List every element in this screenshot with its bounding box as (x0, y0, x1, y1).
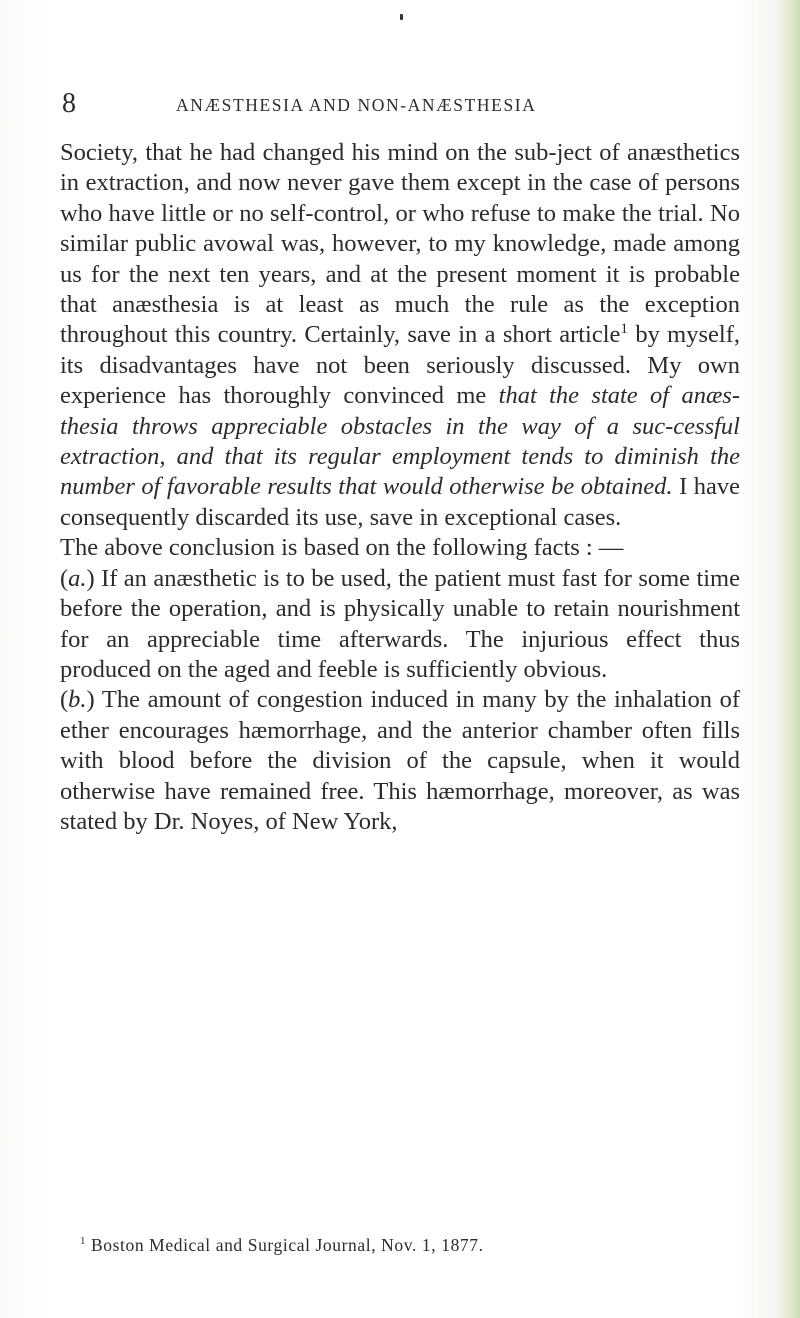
paragraph-2 (60, 533, 740, 563)
paragraph-1 (60, 138, 740, 533)
paragraph-2-text: The above conclusion is based on the following facts : — (60, 534, 624, 562)
paragraph-1-italic: that the state of anæs-thesia throws appreciable obstacles in the way of a suc-cessful extraction, and that its regular employment tends to diminish the number of favorable results that would otherwise be obtained. (60, 382, 740, 501)
item-a-text: If an anæsthetic is to be used, the patient must fast for some time before the operation, and is physically unable to retain nourishment for an appreciable time afterwards. The injurious effect thus produced on the aged and feeble is sufficiently obvious. (60, 564, 740, 683)
paragraph-1-text-a: Society, that he had changed his mind on the sub-ject of anæsthetics in extraction, and now never gave them except in the case of persons who have little or no self-control, or who refuse to make the trial. No similar public avowal was, however, to my knowledge, made among us for the next ten years, and at the present moment it is probable that anæsthesia is at least as much the rule as the exception throughout this country. Certainly, save in a short article (60, 139, 740, 349)
paragraph-b: (b.) The amount of congestion induced in many by the inhalation of ether encourages hæmorrhage, and the anterior chamber often fills with blood before the division of the capsule, when it would otherwise have remained free. This hæmorrhage, moreover, as was stated by Dr. Noyes, of New York, (60, 686, 740, 835)
print-speck (400, 14, 403, 20)
page-number: 8 (62, 88, 77, 119)
paragraph-1-text-c: I have consequently discarded its use, save in exceptional cases. (60, 473, 740, 531)
item-a-label: a. (68, 564, 87, 592)
paragraph-1-text-b: by myself, its disadvantages have not been seriously discussed. My own experience has thoroughly convinced me (60, 321, 740, 410)
paragraph-a: (a.) If an anæsthetic is to be used, the patient must fast for some time before the operation, and is physically unable to retain nourishment for an appreciable time afterwards. The injurious effect thus produced on the aged and feeble is sufficiently obvious. (60, 564, 740, 683)
body-text (60, 138, 740, 837)
footnote-reference: 1 (620, 320, 628, 338)
footnote-text: Boston Medical and Surgical Journal, Nov. 1, 1877. (91, 1235, 484, 1255)
footnote-marker: 1 (80, 1235, 87, 1248)
footnote (80, 1234, 740, 1256)
page-header (62, 88, 742, 124)
item-b-text: The amount of congestion induced in many by the inhalation of ether encourages hæmorrhage, and the anterior chamber often fills with blood before the division of the capsule, when it would otherwise have remained free. This hæmorrhage, moreover, as was stated by Dr. Noyes, of New York, (60, 686, 740, 835)
item-b-label: b. (68, 686, 87, 714)
running-head: ANÆSTHESIA AND NON-ANÆSTHESIA (176, 95, 537, 115)
page-edge-shading (778, 0, 800, 1318)
